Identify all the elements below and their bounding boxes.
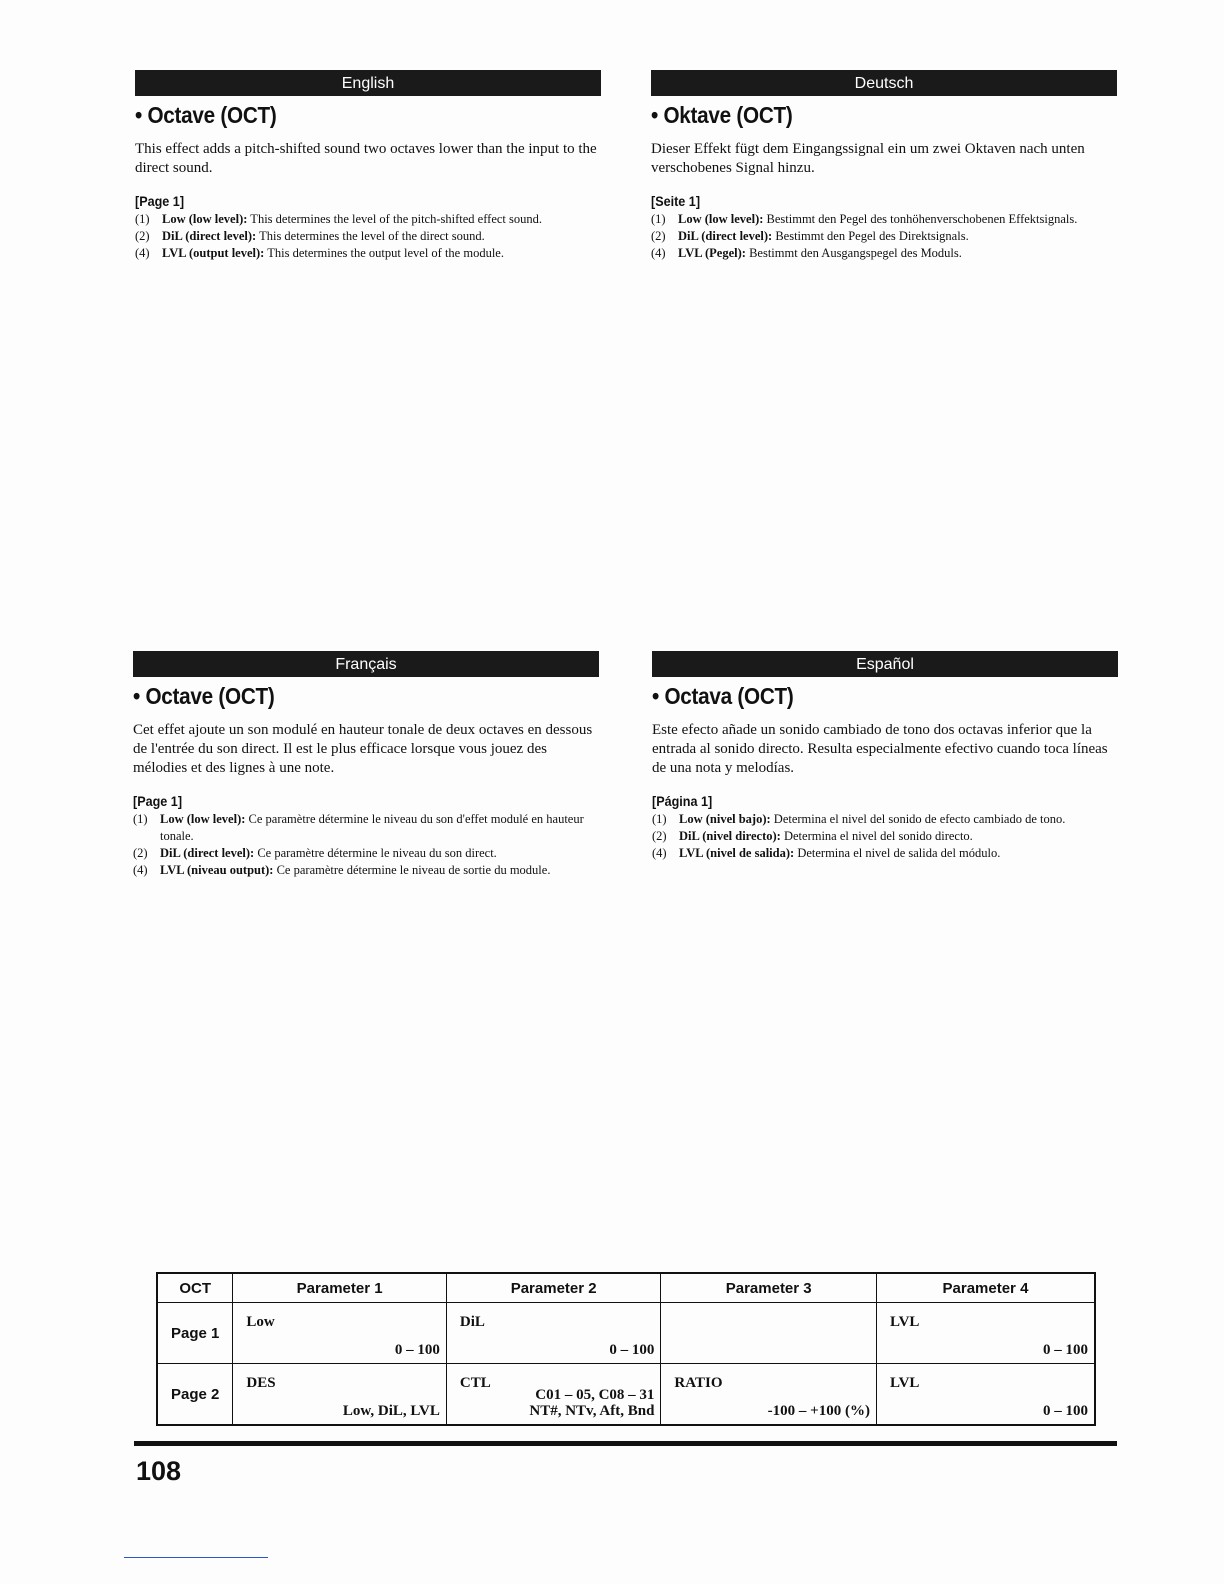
param-name: Low <box>246 1314 275 1330</box>
param-range: Low, DiL, LVL <box>342 1403 440 1419</box>
page-heading: [Seite 1] <box>651 193 701 209</box>
page-heading: [Page 1] <box>135 193 185 209</box>
row-label: Page 1 <box>157 1303 233 1364</box>
section-title: • Oktave (OCT) <box>651 102 793 128</box>
parameter-list <box>133 811 599 879</box>
intro-text: This effect adds a pitch-shifted sound two octaves lower than the input to the direct sound. <box>135 141 597 176</box>
table-cell <box>876 1364 1095 1426</box>
parameter-item <box>133 862 599 879</box>
param-number: (4) <box>651 246 666 260</box>
param-number: (2) <box>652 829 667 843</box>
param-desc: This determines the output level of the module. <box>264 246 504 260</box>
parameter-list <box>135 211 601 262</box>
language-header: Français <box>133 651 599 677</box>
table-cell <box>661 1303 877 1364</box>
table-header: Parameter 1 <box>233 1273 447 1303</box>
param-number: (1) <box>651 212 666 226</box>
table-cell <box>661 1364 877 1426</box>
param-desc: This determines the level of the direct sound. <box>256 229 485 243</box>
section-title: • Octave (OCT) <box>135 102 277 128</box>
param-number: (4) <box>133 863 148 877</box>
page-number: 108 <box>136 1456 182 1486</box>
param-desc: Bestimmt den Pegel des tonhöhenverschobenen Effektsignals. <box>763 212 1078 226</box>
language-header: Español <box>652 651 1118 677</box>
param-term: LVL (niveau output): <box>160 863 274 877</box>
table-header-row <box>157 1273 1095 1303</box>
row-label: Page 2 <box>157 1364 233 1426</box>
section-francais <box>133 651 599 879</box>
param-number: (2) <box>133 846 148 860</box>
table-cell <box>446 1303 661 1364</box>
table-cell <box>233 1364 447 1426</box>
table-row <box>157 1364 1095 1426</box>
intro-text: Cet effet ajoute un son modulé en hauteur tonale de deux octaves en dessous de l'entrée du son direct. Il est le plus efficace lorsque vous jouez des mélodies et des lignes à une note. <box>133 722 593 776</box>
table-cell <box>446 1364 661 1426</box>
param-range: 0 – 100 <box>1043 1342 1088 1358</box>
param-desc: Determina el nivel de salida del módulo. <box>794 846 1001 860</box>
parameter-list <box>651 211 1117 262</box>
parameter-item <box>651 211 1117 228</box>
param-term: DiL (direct level): <box>160 846 255 860</box>
param-name: LVL <box>889 1375 920 1391</box>
param-desc: Ce paramètre détermine le niveau du son direct. <box>254 846 497 860</box>
param-number: (2) <box>651 229 666 243</box>
param-desc: This determines the level of the pitch-shifted effect sound. <box>247 212 542 226</box>
section-espanol <box>652 651 1118 862</box>
param-desc: Bestimmt den Ausgangspegel des Moduls. <box>745 246 962 260</box>
table-header: Parameter 4 <box>876 1273 1095 1303</box>
table-header: Parameter 2 <box>446 1273 661 1303</box>
section-english <box>135 70 601 262</box>
language-header: Deutsch <box>651 70 1117 96</box>
param-name: RATIO <box>674 1375 723 1391</box>
section-deutsch <box>651 70 1117 262</box>
param-term: LVL (nivel de salida): <box>679 846 795 860</box>
param-term: Low (low level): <box>160 812 246 826</box>
param-term: Low (low level): <box>678 212 764 226</box>
param-number: (4) <box>135 246 150 260</box>
param-name: CTL <box>459 1375 491 1391</box>
parameter-item <box>652 811 1118 828</box>
section-title: • Octava (OCT) <box>652 683 794 709</box>
param-term: DiL (nivel directo): <box>679 829 781 843</box>
table-header: OCT <box>157 1273 233 1303</box>
page-heading: [Página 1] <box>652 793 713 809</box>
parameter-item <box>135 228 601 245</box>
footer-link-line <box>124 1557 268 1558</box>
parameter-table <box>156 1272 1096 1426</box>
language-header: English <box>135 70 601 96</box>
intro-text: Dieser Effekt fügt dem Eingangssignal ein um zwei Oktaven nach unten verschobenes Signal hinzu. <box>651 141 1085 176</box>
param-name: LVL <box>889 1314 920 1330</box>
parameter-item <box>651 228 1117 245</box>
param-number: (1) <box>652 812 667 826</box>
parameter-item <box>652 828 1118 845</box>
parameter-item <box>135 245 601 262</box>
param-term: LVL (Pegel): <box>678 246 746 260</box>
table-row <box>157 1303 1095 1364</box>
footer-rule <box>134 1441 1117 1446</box>
page-heading: [Page 1] <box>133 793 183 809</box>
param-term: LVL (output level): <box>162 246 265 260</box>
parameter-list <box>652 811 1118 862</box>
param-range: C01 – 05, C08 – 31 NT#, NTv, Aft, Bnd <box>529 1387 655 1419</box>
parameter-item <box>133 845 599 862</box>
param-range: 0 – 100 <box>394 1342 440 1358</box>
intro-text: Este efecto añade un sonido cambiado de tono dos octavas inferior que la entrada al sonido directo. Resulta especialmente efectivo cuando toca líneas de una nota y melodías. <box>652 722 1108 776</box>
param-term: DiL (direct level): <box>162 229 257 243</box>
table-header: Parameter 3 <box>661 1273 877 1303</box>
parameter-item <box>133 811 599 845</box>
param-term: Low (low level): <box>162 212 248 226</box>
table-cell <box>876 1303 1095 1364</box>
param-term: Low (nivel bajo): <box>679 812 771 826</box>
param-desc: Determina el nivel del sonido directo. <box>780 829 973 843</box>
param-name: DiL <box>459 1314 485 1330</box>
param-number: (1) <box>135 212 150 226</box>
table-cell <box>233 1303 447 1364</box>
param-range: -100 – +100 (%) <box>767 1403 870 1419</box>
parameter-item <box>652 845 1118 862</box>
param-term: DiL (direct level): <box>678 229 773 243</box>
param-desc: Ce paramètre détermine le niveau de sortie du module. <box>273 863 551 877</box>
param-range: 0 – 100 <box>609 1342 655 1358</box>
param-range: 0 – 100 <box>1043 1403 1088 1419</box>
param-desc: Determina el nivel del sonido de efecto cambiado de tono. <box>770 812 1066 826</box>
param-number: (1) <box>133 812 148 826</box>
param-name: DES <box>246 1375 276 1391</box>
param-desc: Ce paramètre détermine le niveau du son d'effet modulé en hauteur tonale. <box>160 812 584 843</box>
param-number: (4) <box>652 846 667 860</box>
parameter-item <box>135 211 601 228</box>
param-desc: Bestimmt den Pegel des Direktsignals. <box>772 229 969 243</box>
param-number: (2) <box>135 229 150 243</box>
section-title: • Octave (OCT) <box>133 683 275 709</box>
parameter-item <box>651 245 1117 262</box>
